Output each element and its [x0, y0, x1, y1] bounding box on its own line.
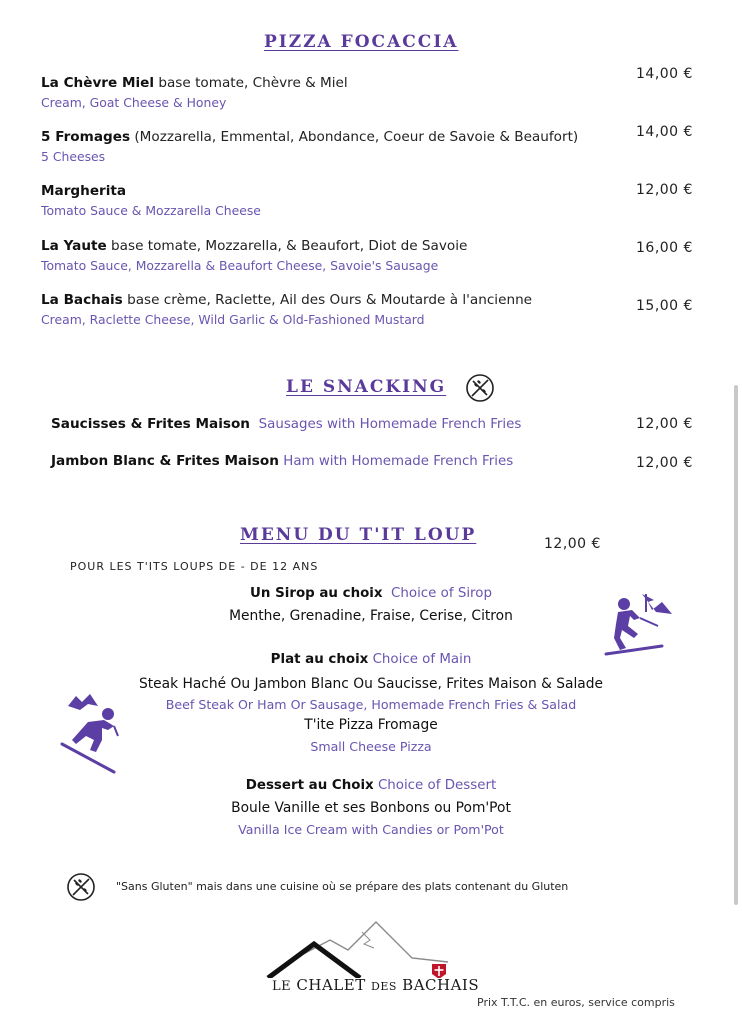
item-name: La Bachais [41, 292, 123, 308]
kids-menu-title: MENU DU T'IT LOUP [240, 525, 477, 545]
snack-item [51, 453, 513, 469]
plat-option-1: Steak Haché Ou Jambon Blanc Ou Saucisse, Frites Maison & Salade [138, 676, 604, 692]
item-price: 12,00 € [636, 455, 693, 471]
item-desc: base tomate, Mozzarella, & Beaufort, Diot de Savoie [106, 238, 468, 254]
item-price: 14,00 € [636, 66, 693, 82]
menu-item-chevre-miel [41, 74, 348, 112]
item-desc: base crème, Raclette, Ail des Ours & Moutarde à l'ancienne [122, 292, 533, 308]
plat-english: Choice of Main [372, 652, 472, 667]
item-price: 14,00 € [636, 124, 693, 140]
item-price: 16,00 € [636, 240, 693, 256]
dessert-heading [0, 778, 742, 793]
dessert-title: Dessert au Choix [245, 778, 374, 793]
logo-des: DES [371, 980, 397, 993]
dessert-english: Choice of Dessert [377, 778, 497, 793]
menu-item-5-fromages [41, 128, 578, 166]
item-english: Tomato Sauce, Mozzarella & Beaufort Cheese, Savoie's Sausage [41, 258, 439, 273]
mountain-roof-icon [266, 918, 462, 978]
item-desc: base tomate, Chèvre & Miel [154, 75, 348, 91]
dessert-option: Boule Vanille et ses Bonbons ou Pom'Pot [231, 800, 511, 816]
sirop-title: Un Sirop au choix [250, 586, 383, 601]
item-english: Ham with Homemade French Fries [283, 454, 514, 469]
logo-chalet: CHALET [296, 976, 366, 994]
snack-item [51, 416, 521, 432]
plat-option-2: T'ite Pizza Fromage [304, 717, 438, 733]
item-name: Saucisses & Frites Maison [51, 416, 250, 432]
dessert-option-english: Vanilla Ice Cream with Candies or Pom'Pot [238, 822, 504, 837]
pizza-section-title: PIZZA FOCACCIA [264, 32, 459, 52]
menu-item-la-bachais [41, 291, 532, 329]
sirop-english: Choice of Sirop [391, 586, 492, 601]
item-english: 5 Cheeses [41, 149, 106, 164]
item-english: Cream, Raclette Cheese, Wild Garlic & Old-Fashioned Mustard [41, 312, 425, 327]
chalet-logo [266, 918, 480, 1010]
item-price: 15,00 € [636, 298, 693, 314]
kids-menu-note: POUR LES T'ITS LOUPS DE - DE 12 ANS [70, 560, 319, 573]
logo-le: LE [272, 979, 292, 994]
gluten-note: "Sans Gluten" mais dans une cuisine où se prépare des plats contenant du Gluten [116, 880, 569, 893]
item-price: 12,00 € [636, 416, 693, 432]
item-price: 12,00 € [636, 182, 693, 198]
item-name: La Yaute [41, 238, 107, 254]
plat-title: Plat au choix [270, 652, 369, 667]
plat-option-2-english: Small Cheese Pizza [310, 739, 432, 754]
skier-icon [58, 692, 128, 776]
sirop-options: Menthe, Grenadine, Fraise, Cerise, Citron [229, 608, 513, 624]
plat-option-1-english: Beef Steak Or Ham Or Sausage, Homemade French Fries & Salad [165, 697, 577, 712]
item-english: Sausages with Homemade French Fries [258, 417, 522, 432]
item-name: Jambon Blanc & Frites Maison [51, 453, 279, 469]
menu-item-la-yaute [41, 237, 467, 275]
item-name: Margherita [41, 183, 127, 199]
gluten-free-icon [465, 373, 495, 403]
menu-item-margherita [41, 182, 261, 220]
gluten-free-icon [66, 872, 96, 902]
item-desc: (Mozzarella, Emmental, Abondance, Coeur de Savoie & Beaufort) [130, 129, 579, 145]
logo-text [272, 976, 479, 994]
snacking-section-title: LE SNACKING [286, 377, 447, 397]
skier-icon [600, 590, 676, 662]
logo-bachais: BACHAIS [402, 976, 480, 994]
kids-menu-price: 12,00 € [544, 536, 601, 552]
prices-note: Prix T.T.C. en euros, service compris [477, 996, 675, 1009]
item-english: Cream, Goat Cheese & Honey [41, 95, 227, 110]
item-name: La Chèvre Miel [41, 75, 155, 91]
item-english: Tomato Sauce & Mozzarella Cheese [41, 203, 261, 218]
item-name: 5 Fromages [41, 129, 131, 145]
